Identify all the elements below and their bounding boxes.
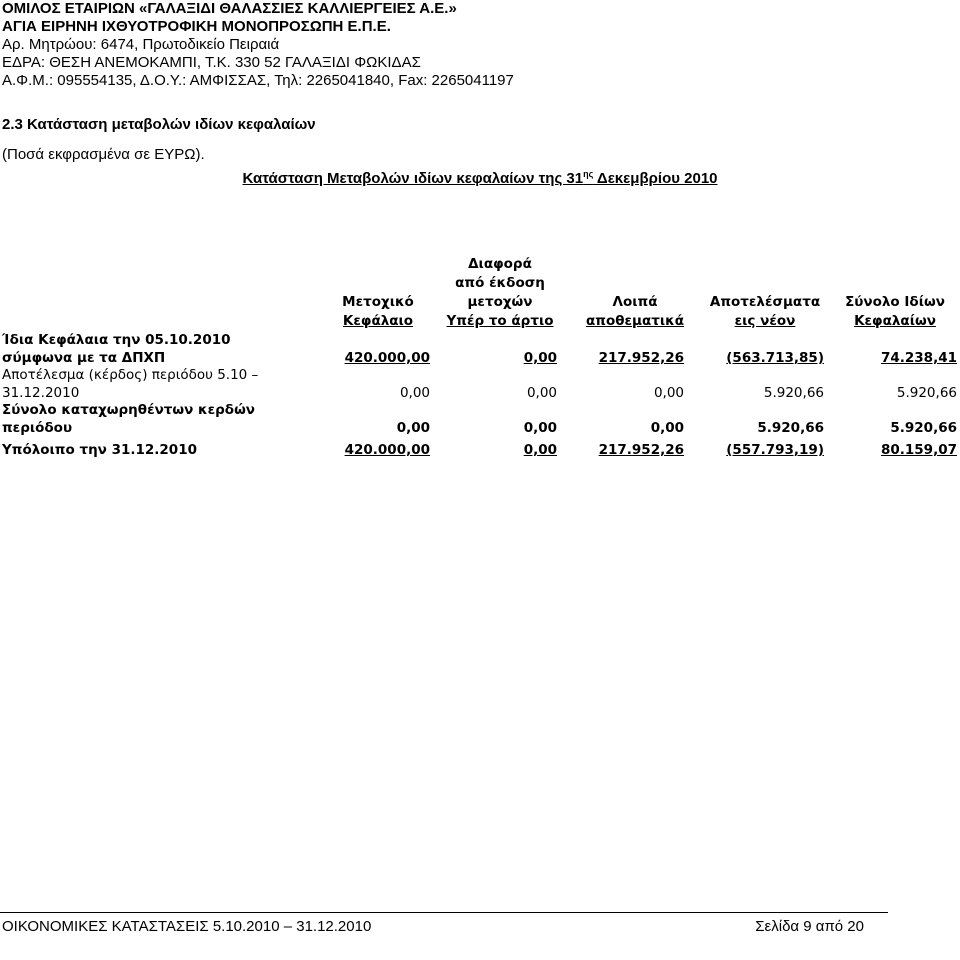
tax-info: Α.Φ.Μ.: 095554135, Δ.Ο.Υ.: ΑΜΦΙΣΣΑΣ, Τηλ: 2265041840, Fax: 2265041197	[2, 72, 514, 89]
table-cell: (563.713,85)	[726, 350, 824, 366]
table-cell: 5.920,66	[890, 420, 957, 436]
table-cell: 74.238,41	[880, 350, 957, 366]
table-cell: 5.920,66	[896, 385, 957, 401]
company-name: ΟΜΙΛΟΣ ΕΤΑΙΡΙΩΝ «ΓΑΛΑΞΙΔΙ ΘΑΛΑΣΣΙΕΣ ΚΑΛΛΙΕΡΓΕΙΕΣ Α.Ε.»	[2, 0, 457, 17]
footer-divider	[0, 912, 888, 913]
column-header-share-premium: Διαφορά από έκδοση μετοχών Υπέρ το άρτιο	[446, 256, 554, 329]
table-cell: 420.000,00	[344, 350, 430, 366]
page-number: Σελίδα 9 από 20	[755, 918, 864, 935]
table-cell: 0,00	[523, 420, 557, 436]
table-cell: 0,00	[523, 350, 557, 366]
table-cell: 0,00	[653, 385, 684, 401]
currency-note: (Ποσά εκφρασμένα σε ΕΥΡΩ).	[2, 146, 205, 163]
table-cell: 0,00	[523, 442, 557, 458]
row-label-closing-balance: Υπόλοιπο την 31.12.2010	[2, 442, 197, 458]
table-cell: 0,00	[526, 385, 557, 401]
statement-title: Κατάσταση Μεταβολών ιδίων κεφαλαίων της $31^{\eta\varsigma}$ Δεκεμβρίου 2010	[242, 169, 718, 187]
table-cell: 80.159,07	[880, 442, 957, 458]
row-label-total-recognized-profit: Σύνολο καταχωρηθέντων κερδών περιόδου	[2, 402, 255, 436]
column-header-total-equity: Σύνολο Ιδίων Κεφαλαίων	[845, 294, 945, 329]
column-header-other-reserves: Λοιπά αποθεματικά	[586, 294, 684, 329]
table-cell: (557.793,19)	[726, 442, 824, 458]
table-cell: 0,00	[399, 385, 430, 401]
footer-document-title: ΟΙΚΟΝΟΜΙΚΕΣ ΚΑΤΑΣΤΑΣΕΙΣ 5.10.2010 – 31.12.2010	[2, 918, 372, 935]
table-cell: 5.920,66	[763, 385, 824, 401]
table-cell: 420.000,00	[344, 442, 430, 458]
section-title: 2.3 Κατάσταση μεταβολών ιδίων κεφαλαίων	[2, 116, 316, 133]
registry-info: Αρ. Μητρώου: 6474, Πρωτοδικείο Πειραιά	[2, 36, 280, 53]
column-header-share-capital: Μετοχικό Κεφάλαιο	[342, 294, 414, 329]
table-cell: 5.920,66	[757, 420, 824, 436]
table-cell: 217.952,26	[598, 350, 684, 366]
address-info: ΕΔΡΑ: ΘΕΣΗ ΑΝΕΜΟΚΑΜΠΙ, Τ.Κ. 330 52 ΓΑΛΑΞΙΔΙ ΦΩΚΙΔΑΣ	[2, 54, 421, 71]
table-cell: 217.952,26	[598, 442, 684, 458]
table-cell: 0,00	[650, 420, 684, 436]
column-header-retained-earnings: Αποτελέσματα εις νέον	[709, 294, 821, 329]
row-label-period-result: Αποτέλεσμα (κέρδος) περιόδου 5.10 – 31.12.2010	[2, 367, 259, 401]
subsidiary-name: ΑΓΙΑ ΕΙΡΗΝΗ ΙΧΘΥΟΤΡΟΦΙΚΗ ΜΟΝΟΠΡΟΣΩΠΗ Ε.Π.Ε.	[2, 18, 391, 35]
table-cell: 0,00	[396, 420, 430, 436]
row-label-opening-equity: Ίδια Κεφάλαια την 05.10.2010 σύμφωνα με τα ΔΠΧΠ	[2, 332, 231, 366]
